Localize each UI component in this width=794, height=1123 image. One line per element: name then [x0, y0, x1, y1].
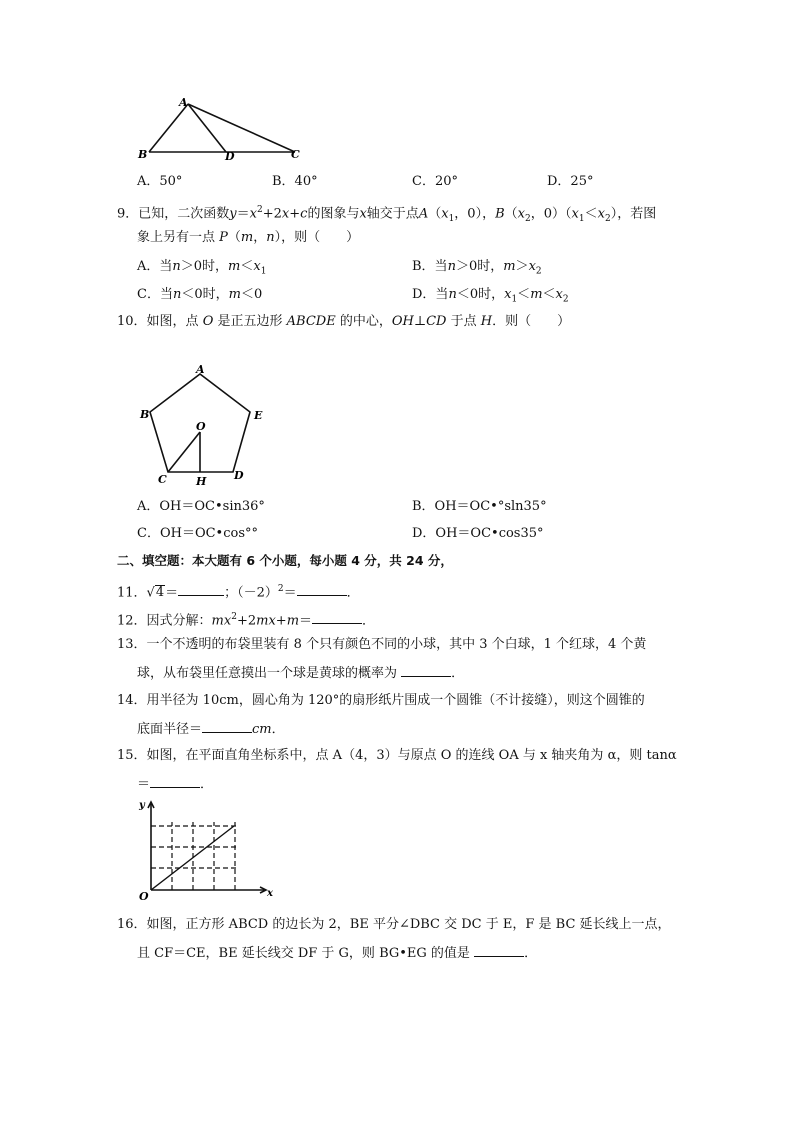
segment-ab [149, 104, 188, 152]
q15-line1: 15．如图，在平面直角坐标系中，点 A（4，3）与原点 O 的连线 OA 与 x 轴夹角为 α，则 tanα [117, 748, 677, 763]
q9-option-b: B．当n＞0时，$m>x_2$ [412, 259, 542, 277]
label-a: A [179, 96, 188, 109]
label-origin: O [139, 890, 149, 903]
pentagon-figure-q10 [138, 362, 268, 487]
label-h: H [196, 475, 207, 487]
q15-line2: ＝ ． [137, 777, 214, 792]
q10-line: 10．如图，点 O 是正五边形 ABCDE 的中心，OH⊥CD 于点 H．则（ ） [117, 314, 571, 329]
q9-line2: 象上另有一点 P（m，n），则（ ） [137, 230, 360, 245]
coordinate-figure-q15 [138, 796, 278, 904]
label-y: y [139, 800, 145, 811]
q10-option-c: C．OH＝OC•cos°° [137, 526, 258, 541]
label-b: B [138, 148, 148, 161]
q13-line2: 球，从布袋里任意摸出一个球是黄球的概率为 ． [137, 666, 465, 681]
q10-option-b: B．OH＝OC•°sln35° [412, 499, 547, 514]
q14-line2: 底面半径＝ cm． [137, 722, 285, 737]
label-d: D [225, 150, 235, 163]
q14-line1: 14．用半径为 10cm，圆心角为 120°的扇形纸片围成一个圆锥（不计接缝），则这个圆锥的 [117, 693, 645, 708]
q11-line: 11．√4＝ ；$(-2)^2=$ ． [117, 584, 360, 601]
label-c: C [291, 148, 300, 161]
label-o: O [196, 420, 206, 433]
q11-blank-1[interactable] [178, 583, 224, 596]
label-x: x [267, 888, 273, 899]
q13-line1: 13．一个不透明的布袋里装有 8 个只有颜色不同的小球，其中 3 个白球，1 个红球，4 个黄 [117, 637, 647, 652]
label-a: A [196, 363, 205, 376]
q9-option-c: C．当n＜0时，m＜0 [137, 287, 263, 302]
q9-line1: 9．已知，二次函数$y=x^2+2x+c$的图象与x轴交于点$A(x_1$，0），$B(x_2$，$0)(x_1<x_2)$，若图 [117, 205, 657, 224]
q15-blank[interactable] [150, 775, 200, 788]
segment-ad [188, 104, 226, 152]
q9-option-a: A．当n＞0时，$m<x_1$ [137, 259, 267, 277]
sqrt-radicand: 4 [155, 585, 165, 601]
q8-option-b: B．40° [272, 174, 318, 189]
q13-blank[interactable] [401, 664, 451, 677]
triangle-figure-q8 [135, 96, 310, 166]
label-c: C [158, 473, 167, 486]
q12-line: 12．因式分解：$mx^2+2mx+m=$ ． [117, 612, 376, 629]
q14-blank[interactable] [202, 720, 252, 733]
q8-option-a: A．50° [137, 174, 183, 189]
q9-option-d: D．当n＜0时，$x_1<m<x_2$ [412, 287, 569, 305]
q8-option-d: D．25° [547, 174, 594, 189]
q12-blank[interactable] [312, 611, 362, 624]
q16-line1: 16．如图，正方形 ABCD 的边长为 2，BE 平分∠DBC 交 DC 于 E，F 是 BC 延长线上一点， [117, 917, 671, 932]
segment-ac [188, 104, 295, 152]
label-e: E [254, 409, 263, 422]
label-d: D [234, 469, 244, 482]
segment-oc [168, 432, 200, 472]
q11-blank-2[interactable] [297, 583, 347, 596]
q10-option-a: A．OH＝OC•sin36° [137, 499, 265, 514]
q8-option-c: C．20° [412, 174, 458, 189]
label-b: B [140, 408, 150, 421]
q16-line2: 且 CF＝CE，BE 延长线交 DF 于 G，则 BG•EG 的值是 ． [137, 946, 538, 961]
section-title: 二、填空题：本大题有 6 个小题，每小题 4 分，共 24 分， [117, 553, 453, 568]
q16-blank[interactable] [474, 944, 524, 957]
q10-option-d: D．OH＝OC•cos35° [412, 526, 544, 541]
